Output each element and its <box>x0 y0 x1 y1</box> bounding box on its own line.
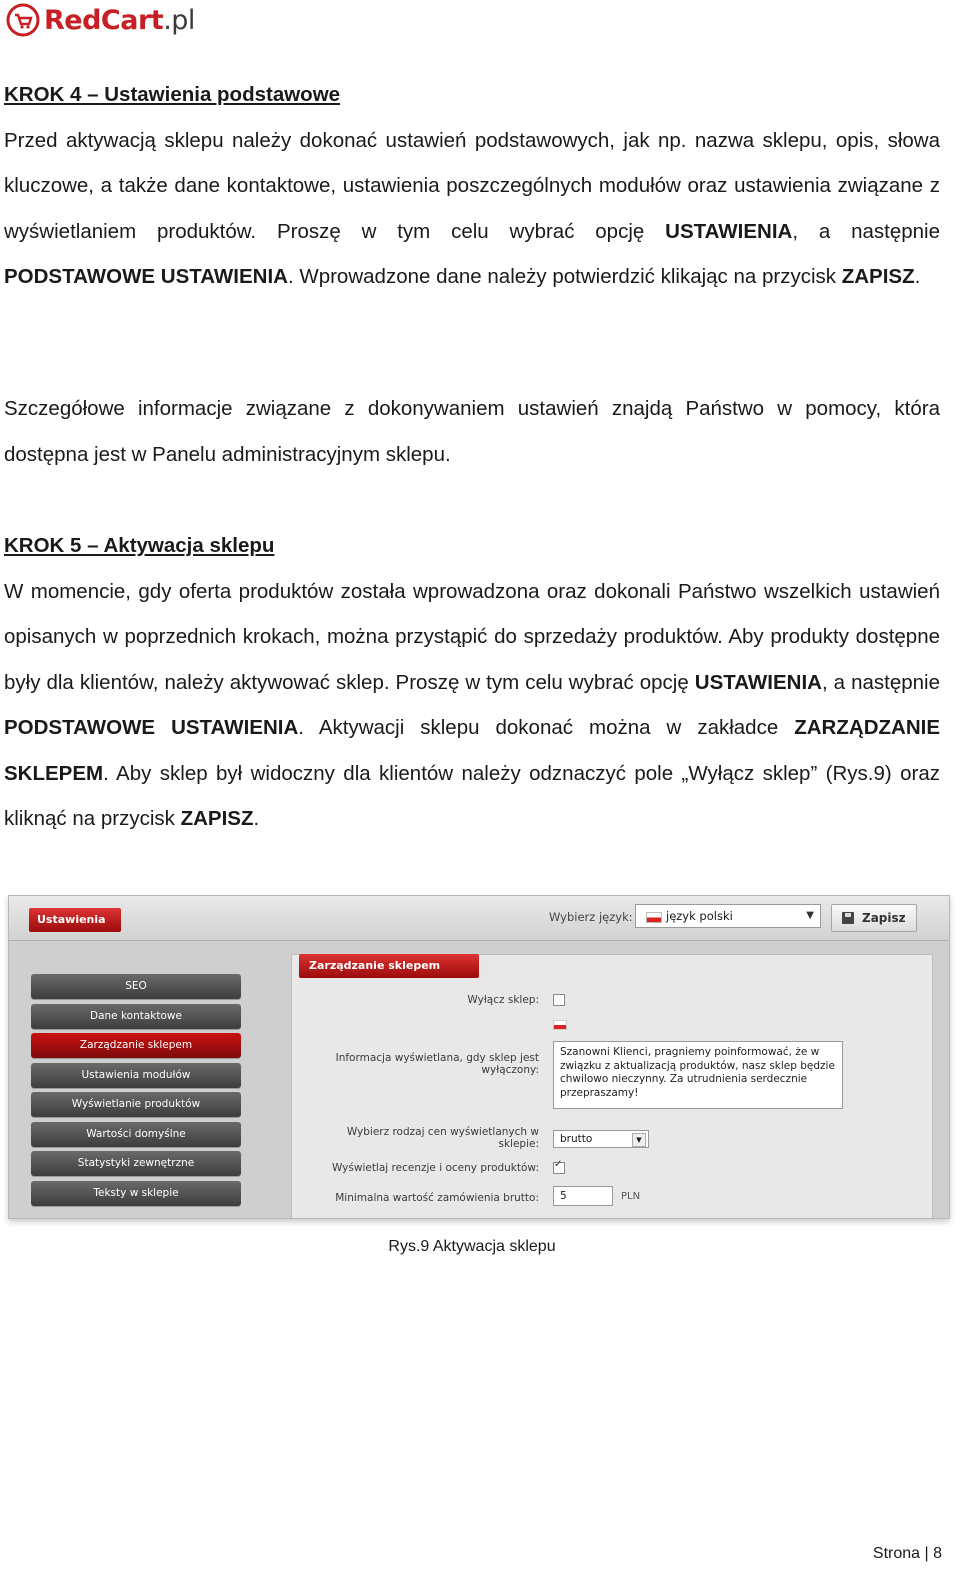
sidebar-item[interactable]: Zarządzanie sklepem <box>31 1033 241 1058</box>
settings-screenshot <box>8 895 950 1219</box>
sidebar-item[interactable]: Wartości domyślne <box>31 1122 241 1147</box>
language-select[interactable] <box>635 904 821 928</box>
redcart-logo <box>6 2 195 38</box>
step4-heading: KROK 4 – Ustawienia podstawowe <box>4 83 341 106</box>
logo-text: RedCart.pl <box>44 4 195 36</box>
step5-heading: KROK 5 – Aktywacja sklepu <box>4 534 275 557</box>
disable-shop-label: Wyłącz sklep: <box>467 994 539 1006</box>
language-label: Wybierz język: <box>549 910 633 924</box>
reviews-label: Wyświetlaj recenzje i oceny produktów: <box>331 1162 539 1174</box>
sidebar-item[interactable]: Wyświetlanie produktów <box>31 1092 241 1117</box>
figure-caption: Rys.9 Aktywacja sklepu <box>388 1238 556 1255</box>
step4-help-section <box>4 386 940 477</box>
settings-sidebar <box>31 974 241 1210</box>
info-textarea[interactable]: Szanowni Klienci, pragniemy poinformować, że w związku z aktualizacją produktów, nasz sklep będzie chwilowo nieczynny. Za utrudnienia serdecznie przepraszamy! <box>553 1041 843 1109</box>
step4-help-paragraph: Szczegółowe informacje związane z dokonywaniem ustawień znajdą Państwo w pomocy, która dostępna jest w Panelu administracyjnym sklepu. <box>4 397 940 466</box>
chevron-down-icon: ▼ <box>806 910 814 921</box>
polish-flag-icon <box>553 1020 567 1030</box>
cart-icon <box>6 3 40 37</box>
sidebar-item[interactable]: Teksty w sklepie <box>31 1181 241 1206</box>
screenshot-topbar <box>9 896 949 941</box>
step4-paragraph: Przed aktywacją sklepu należy dokonać ustawień podstawowych, jak np. nazwa sklepu, opis, słowa kluczowe, a także dane kontaktowe, ustawienia poszczególnych modułów oraz ustawienia związane z wyświetlaniem produktów. Proszę w tym celu wybrać opcję USTAWIENIA, a następnie PODSTAWOWE USTAWIENIA. Wprowadzone dane należy potwierdzić klikając na przycisk ZAPISZ. <box>4 128 940 288</box>
min-order-label: Minimalna wartość zamówienia brutto: <box>335 1192 539 1204</box>
polish-flag-icon <box>646 912 662 923</box>
save-label: Zapisz <box>862 911 906 925</box>
step5-section <box>4 523 940 842</box>
min-order-unit: PLN <box>621 1191 641 1202</box>
step4-section <box>4 72 940 300</box>
language-value: język polski <box>666 909 733 923</box>
page-number: Strona | 8 <box>872 1545 942 1562</box>
step5-paragraph: W momencie, gdy oferta produktów została wprowadzona oraz dokonali Państwo wszelkich ustawień opisanych w poprzednich krokach, można przystąpić do sprzedaży produktów. Aby produkty dostępne były dla klientów, należy aktywować sklep. Proszę w tym celu wybrać opcję USTAWIENIA, a następnie PODSTAWOWE USTAWIENIA. Aktywacji sklepu dokonać można w zakładce ZARZĄDZANIE SKLEPEM. Aby sklep był widoczny dla klientów należy odznaczyć pole „Wyłącz sklep” (Rys.9) oraz kliknąć na przycisk ZAPISZ. <box>4 579 940 830</box>
floppy-disk-icon <box>842 912 854 924</box>
save-button[interactable] <box>831 904 917 932</box>
disable-shop-checkbox[interactable] <box>553 994 565 1006</box>
price-type-value: brutto <box>560 1133 593 1145</box>
price-type-label: Wybierz rodzaj cen wyświetlanych w sklepie: <box>346 1126 539 1150</box>
price-type-select[interactable] <box>553 1130 649 1148</box>
sidebar-item[interactable]: Dane kontaktowe <box>31 1004 241 1029</box>
tab-ustawienia[interactable]: Ustawienia <box>29 908 121 932</box>
sidebar-item[interactable]: Statystyki zewnętrzne <box>31 1151 241 1176</box>
tab-zarzadzanie-sklepem[interactable]: Zarządzanie sklepem <box>299 954 479 978</box>
sidebar-item[interactable]: SEO <box>31 974 241 999</box>
sidebar-item[interactable]: Ustawienia modułów <box>31 1063 241 1088</box>
reviews-checkbox[interactable] <box>553 1162 565 1174</box>
info-label: Informacja wyświetlana, gdy sklep jest wyłączony: <box>335 1052 539 1076</box>
chevron-down-icon: ▼ <box>632 1133 646 1147</box>
min-order-input[interactable]: 5 <box>553 1186 613 1206</box>
